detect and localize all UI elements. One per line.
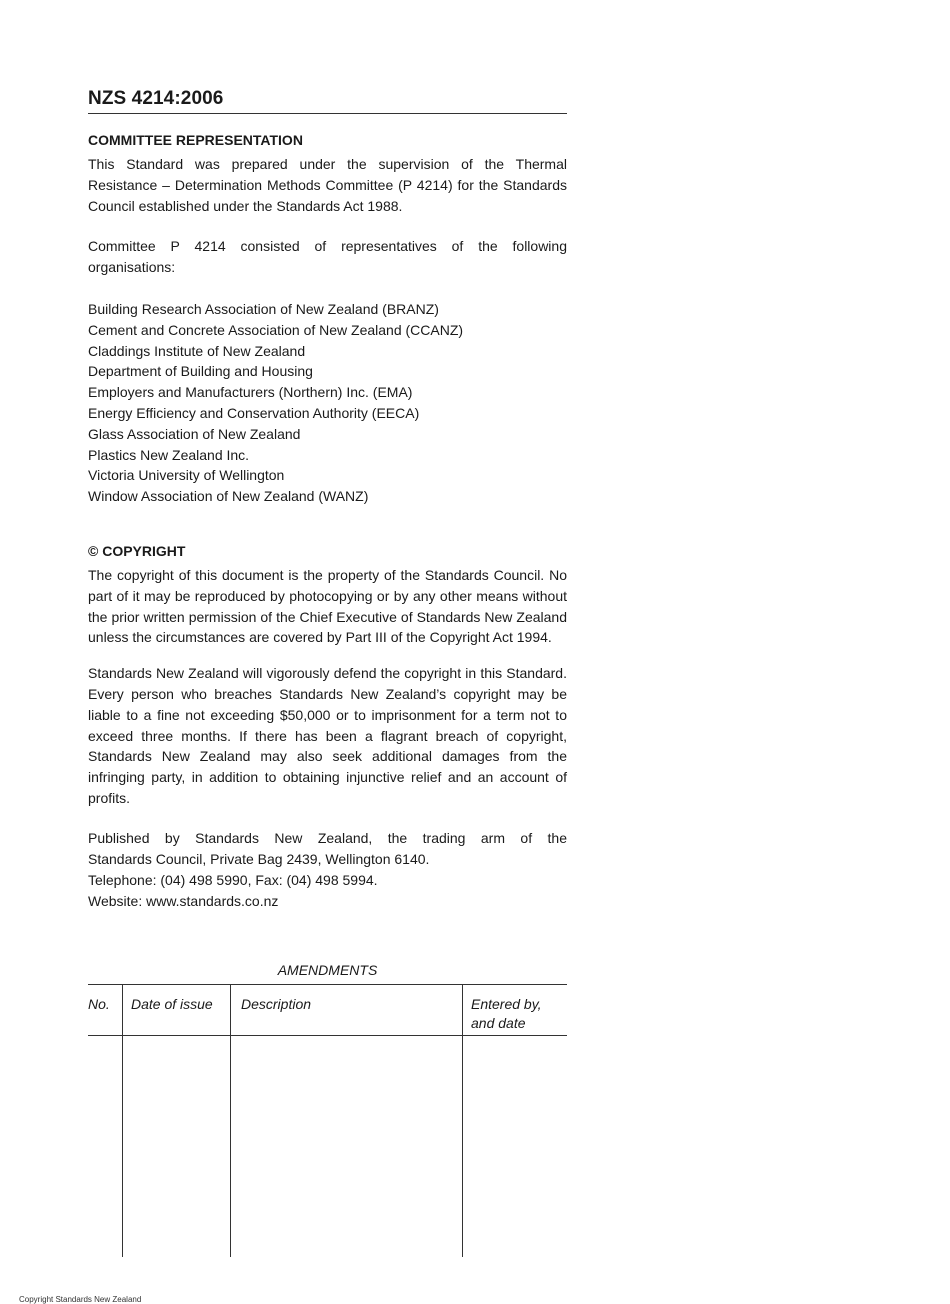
organisation-item: Plastics New Zealand Inc. bbox=[88, 446, 250, 463]
amendments-table bbox=[88, 984, 567, 1257]
column-header-description: Description bbox=[241, 996, 312, 1012]
organisation-list bbox=[88, 299, 567, 507]
footer-copyright-note: Copyright Standards New Zealand bbox=[19, 1295, 142, 1304]
table-column-rule bbox=[462, 985, 463, 1257]
document-id: NZS 4214:2006 bbox=[88, 88, 567, 114]
organisation-item: Energy Efficiency and Conservation Authority (EECA) bbox=[88, 404, 420, 421]
column-header-entered-line2: and date bbox=[471, 1014, 526, 1031]
organisation-item: Victoria University of Wellington bbox=[88, 467, 285, 484]
organisation-item: Building Research Association of New Zealand (BRANZ) bbox=[88, 300, 439, 317]
publisher-address: Standards Council, Private Bag 2439, Wellington 6140. bbox=[88, 850, 430, 867]
amendments-title: AMENDMENTS bbox=[277, 962, 378, 978]
committee-heading: COMMITTEE REPRESENTATION bbox=[88, 132, 303, 148]
organisation-item: Glass Association of New Zealand bbox=[88, 425, 301, 442]
organisation-item: Cement and Concrete Association of New Zealand (CCANZ) bbox=[88, 321, 464, 338]
organisation-item: Department of Building and Housing bbox=[88, 363, 313, 380]
publisher-line: Published by Standards New Zealand, the trading arm of the bbox=[88, 829, 567, 846]
table-column-rule bbox=[122, 985, 123, 1257]
copyright-paragraph-1: The copyright of this document is the property of the Standards Council. No part of it may be reproduced by photocopying or by any other means without the prior written permission of the Chief Executive of Standards New Zealand unless the circumstances are covered by Part III of the Copyright Act 1994. bbox=[88, 566, 567, 646]
copyright-heading: © COPYRIGHT bbox=[88, 542, 186, 559]
organisation-item: Employers and Manufacturers (Northern) Inc. (EMA) bbox=[88, 384, 413, 401]
copyright-paragraph-2: Standards New Zealand will vigorously defend the copyright in this Standard. Every person who breaches Standards New Zealand’s copyright may be liable to a fine not exceeding $50,000 or to imprisonment for a term not to exceed three months. If there has been a flagrant breach of copyright, Standards New Zealand may also seek additional damages from the infringing party, in addition to obtaining injunctive relief and an account of profits. bbox=[88, 665, 567, 806]
publisher-website: Website: www.standards.co.nz bbox=[88, 892, 279, 909]
organisation-item: Claddings Institute of New Zealand bbox=[88, 342, 306, 359]
table-column-rule bbox=[230, 985, 231, 1257]
table-header-rule bbox=[88, 1035, 567, 1036]
publisher-block bbox=[88, 828, 567, 912]
document-column bbox=[88, 88, 567, 912]
publisher-phone-fax: Telephone: (04) 498 5990, Fax: (04) 498 5994. bbox=[88, 871, 378, 888]
column-header-entered-line1: Entered by, bbox=[471, 996, 542, 1012]
committee-lead: Committee P 4214 consisted of representatives of the following organisations: bbox=[88, 238, 567, 276]
committee-intro: This Standard was prepared under the supervision of the Thermal Resistance – Determination Methods Committee (P 4214) for the Standards Council established under the Standards Act 1988. bbox=[88, 156, 567, 214]
column-header-date: Date of issue bbox=[131, 996, 213, 1012]
column-header-entered bbox=[471, 995, 542, 1032]
column-header-no: No. bbox=[88, 996, 110, 1012]
organisation-item: Window Association of New Zealand (WANZ) bbox=[88, 488, 369, 505]
